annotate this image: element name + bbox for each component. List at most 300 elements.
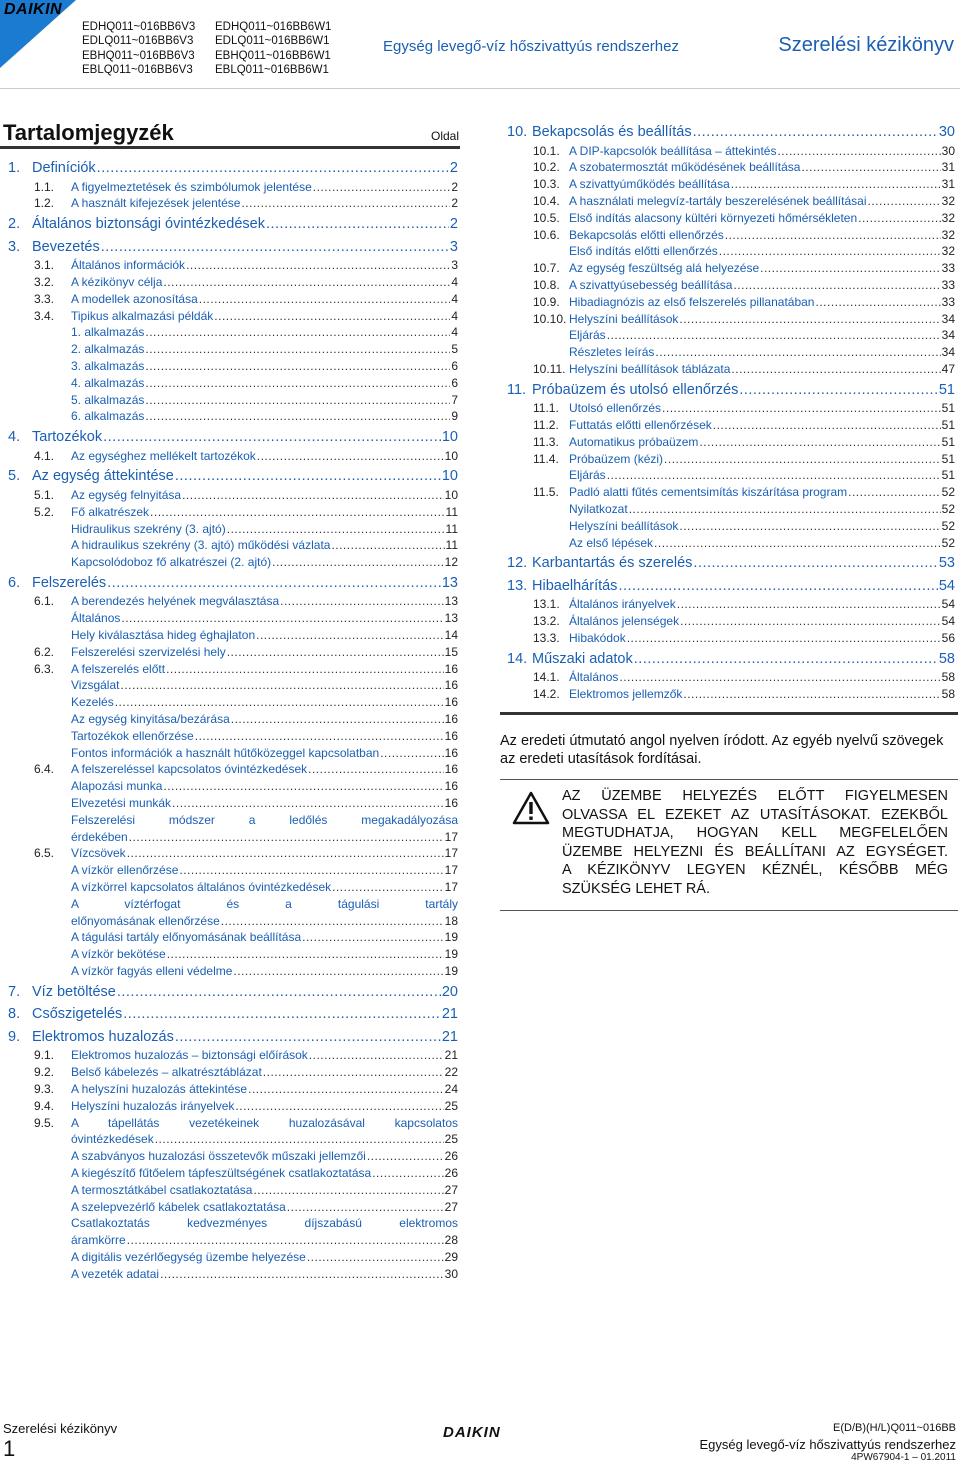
toc-entry-text: Hidraulikus szekrény (3. ajtó)	[71, 521, 226, 536]
toc-entry[interactable]	[34, 376, 458, 390]
toc-entry-text: A használati melegvíz-tartály beszerelésének beállításai	[569, 193, 867, 208]
toc-entry-text: Alapozási munka	[71, 779, 163, 794]
toc-leader-dots	[760, 261, 941, 275]
toc-entry[interactable]	[533, 502, 955, 516]
toc-entry-page: 18	[444, 913, 458, 928]
toc-entry-text: Általános információk	[71, 258, 186, 273]
toc-entry-page: 34	[941, 311, 955, 326]
toc-entry-text: Az egység áttekintése	[32, 468, 174, 485]
toc-leader-dots	[699, 435, 940, 449]
toc-entry-number: 4.1.	[34, 448, 55, 463]
toc-entry[interactable]	[533, 597, 955, 611]
toc-entry[interactable]	[8, 1006, 458, 1022]
toc-leader-dots	[607, 328, 941, 342]
toc-leader-dots	[618, 578, 937, 594]
toc-entry-text: Hibadiagnózis az első felszerelés pillanatában	[569, 294, 815, 309]
toc-entry[interactable]	[34, 488, 458, 502]
toc-entry-text: A kézikönyv célja	[71, 274, 163, 289]
toc-entry-page: 4	[451, 291, 458, 306]
toc-entry-page: 17	[444, 846, 458, 861]
toc-entry[interactable]	[533, 144, 955, 158]
toc-leader-dots	[160, 1267, 444, 1281]
toc-entry-text: Általános	[569, 670, 619, 685]
toc-entry-page: 5	[451, 342, 458, 357]
toc-leader-dots	[664, 452, 941, 466]
toc-entry[interactable]	[507, 124, 955, 140]
toc-leader-dots	[815, 295, 940, 309]
toc-entry-text: Első indítás előtti ellenőrzés	[569, 244, 718, 259]
toc-entry-text: 3. alkalmazás	[71, 358, 145, 373]
toc-entry[interactable]	[8, 1029, 458, 1045]
toc-entry-page: 28	[444, 1233, 458, 1248]
model-code: EBHQ011~016BB6W1	[215, 49, 331, 62]
toc-entry-page: 6	[451, 358, 458, 373]
toc-entry[interactable]	[34, 449, 458, 463]
toc-entry-text: A vízkörrel kapcsolatos általános óvintézkedések	[71, 880, 332, 894]
toc-entry-page: 51	[941, 434, 955, 449]
toc-entry[interactable]	[34, 309, 458, 323]
toc-entry-number: 6.	[8, 574, 21, 591]
toc-leader-dots	[266, 216, 449, 232]
toc-entry-text: Bekapcsolás előtti ellenőrzés	[569, 227, 724, 242]
toc-entry-text: A digitális vezérlőegység üzembe helyezése	[71, 1249, 306, 1264]
toc-entry-page: 13	[441, 574, 458, 591]
toc-leader-dots	[227, 645, 444, 659]
toc-entry-page: 52	[941, 485, 955, 500]
toc-entry[interactable]	[34, 796, 458, 810]
toc-entry-page: 2	[451, 179, 458, 194]
toc-entry-number: 1.2.	[34, 196, 55, 211]
warning-line: ÜZEMBE HELYEZNI ÉS BEÁLLÍTANI AZ EGYSÉGET.	[562, 843, 948, 860]
toc-entry-page: 47	[941, 361, 955, 376]
toc-leader-dots	[739, 382, 938, 398]
toc-entry[interactable]	[34, 1048, 458, 1062]
toc-leader-dots	[117, 984, 441, 1000]
toc-entry-text: Helyszíni beállítások táblázata	[569, 361, 731, 376]
toc-entry-number: 5.2.	[34, 504, 55, 519]
toc-entry-page: 16	[444, 796, 458, 810]
translation-note: Az eredeti útmutató angol nyelven íródott. Az egyéb nyelvű szövegek az eredeti utasítások fordításai.	[500, 733, 944, 767]
toc-entry-text: Víz betöltése	[32, 983, 116, 1000]
toc-entry-number: 10.11.	[533, 361, 566, 376]
toc-entry-text: Az egység felnyitása	[71, 487, 182, 502]
toc-entry[interactable]	[34, 779, 458, 793]
toc-leader-dots	[607, 468, 941, 482]
toc-leader-dots	[101, 239, 449, 255]
toc-entry[interactable]	[34, 1200, 458, 1214]
footer-manual-title: Szerelési kézikönyv	[3, 1421, 118, 1436]
toc-entry-text: Helyszíni beállítások	[569, 518, 679, 533]
toc-entry-page: 19	[444, 930, 458, 945]
toc-entry-page: 58	[941, 687, 955, 702]
toc-entry-text: Futtatás előtti ellenőrzések	[569, 418, 712, 432]
warning-line: SZÜKSÉG LEHET RÁ.	[562, 880, 710, 897]
toc-entry[interactable]	[34, 1183, 458, 1197]
toc-entry[interactable]	[34, 611, 458, 625]
column-divider	[500, 712, 958, 715]
header-subtitle: Egység levegő-víz hőszivattyús rendszerhez	[383, 38, 679, 55]
toc-entry[interactable]	[533, 536, 955, 550]
toc-entry-text: Hibaelhárítás	[532, 577, 618, 594]
toc-entry[interactable]	[533, 228, 955, 242]
toc-entry-page: 9	[451, 409, 458, 424]
toc-entry-number: 14.2.	[533, 687, 560, 702]
toc-entry[interactable]	[34, 292, 458, 306]
toc-entry-number: 1.1.	[34, 179, 55, 194]
toc-entry-number: 1.	[8, 160, 21, 176]
toc-entry[interactable]	[34, 555, 458, 569]
toc-entry-text: Definíciók	[32, 160, 96, 176]
toc-entry[interactable]	[533, 345, 955, 359]
toc-entry-page: 7	[451, 392, 458, 407]
toc-leader-dots	[231, 712, 444, 726]
toc-entry[interactable]	[533, 194, 955, 208]
toc-entry-page: 30	[444, 1266, 458, 1281]
toc-entry[interactable]	[8, 216, 458, 232]
toc-leader-dots	[150, 505, 445, 519]
toc-entry[interactable]	[71, 1233, 458, 1247]
toc-entry-page: 16	[444, 678, 458, 693]
toc-entry-text: A szivattyúsebesség beállítása	[569, 277, 733, 292]
toc-entry[interactable]	[34, 930, 458, 944]
toc-entry-text: Belső kábelezés – alkatrésztáblázat	[71, 1065, 262, 1080]
toc-entry-number: 3.3.	[34, 291, 55, 306]
toc-entry[interactable]	[533, 614, 955, 628]
toc-leader-dots	[175, 468, 441, 484]
toc-entry-text[interactable]: A víztérfogat és a tágulási tartály	[71, 896, 458, 911]
toc-entry[interactable]	[34, 180, 458, 194]
toc-leader-dots	[777, 144, 940, 158]
warning-triangle-icon	[512, 791, 550, 830]
toc-entry[interactable]	[8, 429, 458, 445]
toc-entry-page: 22	[444, 1065, 458, 1080]
toc-leader-dots	[241, 196, 450, 210]
toc-entry-page: 27	[444, 1182, 458, 1197]
toc-entry-page: 52	[941, 518, 955, 533]
toc-entry-number: 10.7.	[533, 261, 560, 276]
toc-entry[interactable]	[533, 261, 955, 275]
toc-entry[interactable]	[34, 505, 458, 519]
toc-entry-page: 20	[441, 983, 458, 1000]
toc-entry[interactable]	[34, 1065, 458, 1079]
toc-entry[interactable]	[507, 578, 955, 594]
toc-entry[interactable]	[34, 393, 458, 407]
toc-entry[interactable]	[71, 830, 458, 844]
toc-entry-page: 15	[444, 644, 458, 659]
toc-leader-dots	[182, 488, 444, 502]
toc-leader-dots	[868, 194, 941, 208]
toc-entry-text: 1. alkalmazás	[71, 325, 145, 340]
toc-entry-text: A szivattyúműködés beállítása	[569, 177, 730, 192]
toc-entry-page: 10	[444, 448, 458, 463]
warning-line: MEGTUDHATJA, HOGYAN KELL MEGFELELŐEN	[562, 825, 948, 842]
toc-entry-text: Kapcsolódoboz fő alkatrészei (2. ajtó)	[71, 555, 272, 570]
toc-leader-dots	[662, 401, 941, 415]
toc-entry-page: 51	[941, 468, 955, 483]
toc-entry[interactable]	[34, 409, 458, 423]
toc-entry[interactable]	[34, 746, 458, 760]
toc-entry[interactable]	[34, 522, 458, 536]
toc-entry-number: 11.	[507, 381, 527, 398]
toc-entry[interactable]	[533, 519, 955, 533]
toc-entry-text: Általános irányelvek	[569, 597, 676, 612]
toc-entry-page: 32	[941, 210, 955, 225]
toc-entry[interactable]	[533, 328, 955, 342]
toc-entry-number: 4.	[8, 429, 21, 446]
toc-entry[interactable]	[71, 1132, 458, 1146]
toc-entry[interactable]	[533, 160, 955, 174]
toc-entry-page: 16	[444, 661, 458, 676]
toc-entry-text: Csőszigetelés	[32, 1006, 123, 1023]
toc-leader-dots	[155, 1132, 444, 1146]
toc-entry-page: 33	[941, 294, 955, 309]
toc-entry-page: 24	[444, 1081, 458, 1096]
toc-leader-dots	[172, 796, 444, 810]
toc-entry[interactable]	[8, 984, 458, 1000]
toc-entry[interactable]	[71, 914, 458, 928]
toc-leader-dots	[693, 555, 937, 571]
toc-leader-dots	[97, 160, 449, 176]
toc-leader-dots	[272, 555, 444, 569]
toc-entry-text: A használt kifejezések jelentése	[71, 196, 241, 211]
toc-entry-text: Vizsgálat	[71, 678, 120, 693]
toc-entry-number: 10.	[507, 124, 528, 140]
toc-entry-page: 58	[941, 670, 955, 685]
toc-entry[interactable]	[533, 312, 955, 326]
toc-entry-page: 17	[444, 880, 458, 894]
toc-entry-text: A figyelmeztetések és szimbólumok jelentése	[71, 179, 312, 194]
toc-entry-page: 33	[941, 277, 955, 292]
toc-entry-text: Az egységhez mellékelt tartozékok	[71, 448, 256, 463]
toc-entry[interactable]	[8, 468, 458, 484]
toc-entry-page: 56	[941, 631, 955, 645]
toc-entry[interactable]	[507, 651, 955, 667]
toc-entry[interactable]	[34, 538, 458, 552]
toc-entry-page: 21	[441, 1006, 458, 1023]
toc-entry[interactable]	[8, 239, 458, 255]
toc-entry[interactable]	[34, 1082, 458, 1096]
toc-entry[interactable]	[34, 359, 458, 373]
toc-entry-number: 13.1.	[533, 597, 560, 612]
toc-entry-number: 6.1.	[34, 594, 55, 609]
toc-entry-number: 3.4.	[34, 308, 55, 323]
toc-entry-text: Felszerelés	[32, 574, 107, 591]
toc-entry[interactable]	[34, 863, 458, 877]
toc-entry-text[interactable]: Felszerelési módszer a ledőlés megakadályozása	[71, 812, 458, 827]
toc-leader-dots	[186, 258, 450, 272]
toc-entry[interactable]	[34, 258, 458, 272]
toc-title-divider	[0, 146, 460, 149]
toc-entry-number: 10.3.	[533, 177, 560, 192]
toc-entry[interactable]	[34, 1250, 458, 1264]
toc-entry-text: Tartozékok ellenőrzése	[71, 728, 194, 743]
toc-entry[interactable]	[507, 382, 955, 398]
toc-entry[interactable]	[34, 846, 458, 860]
toc-leader-dots	[693, 124, 938, 140]
toc-entry[interactable]	[34, 695, 458, 709]
toc-entry[interactable]	[34, 678, 458, 692]
toc-entry-text: 5. alkalmazás	[71, 392, 145, 407]
toc-leader-dots	[627, 631, 941, 645]
toc-entry-number: 13.3.	[533, 631, 560, 645]
toc-leader-dots	[731, 177, 941, 191]
toc-entry-text: 2. alkalmazás	[71, 342, 145, 357]
toc-leader-dots	[619, 670, 940, 684]
toc-entry[interactable]	[8, 160, 458, 176]
toc-entry-number: 6.2.	[34, 644, 55, 659]
toc-entry-page: 17	[444, 863, 458, 878]
toc-entry-text: A kiegészítő fűtőelem tápfeszültségének csatlakoztatása	[71, 1165, 372, 1180]
toc-entry[interactable]	[533, 401, 955, 415]
toc-entry[interactable]	[533, 244, 955, 258]
toc-entry-number: 3.2.	[34, 274, 55, 289]
toc-entry-page: 58	[938, 650, 955, 667]
toc-entry[interactable]	[533, 468, 955, 482]
toc-entry[interactable]	[34, 1267, 458, 1281]
toc-entry[interactable]	[34, 947, 458, 961]
toc-entry-text: Bekapcsolás és beállítás	[532, 124, 692, 140]
toc-entry-text: Helyszíni beállítások	[569, 311, 679, 326]
toc-entry-text: érdekében	[71, 829, 128, 844]
toc-entry-text: Próbaüzem (kézi)	[569, 451, 664, 466]
toc-entry-number: 9.4.	[34, 1098, 55, 1113]
toc-entry[interactable]	[533, 670, 955, 684]
toc-entry[interactable]	[34, 196, 458, 210]
toc-leader-dots	[163, 779, 443, 793]
toc-entry[interactable]	[34, 645, 458, 659]
toc-entry-page: 16	[444, 762, 458, 777]
toc-entry[interactable]	[34, 628, 458, 642]
toc-entry[interactable]	[8, 575, 458, 591]
toc-entry[interactable]	[34, 729, 458, 743]
toc-entry-text[interactable]: A tápellátás vezetékeinek huzalozásával kapcsolatos	[71, 1115, 458, 1130]
toc-entry-number: 10.2.	[533, 160, 560, 175]
toc-leader-dots	[120, 678, 443, 692]
toc-entry-text: Elvezetési munkák	[71, 796, 172, 810]
toc-entry-page: 25	[444, 1098, 458, 1113]
toc-entry-text: Hibakódok	[569, 631, 626, 645]
toc-entry[interactable]	[34, 594, 458, 608]
toc-entry-page: 30	[941, 143, 955, 158]
toc-leader-dots	[332, 880, 444, 894]
toc-entry-page: 52	[941, 535, 955, 550]
toc-entry-page: 2	[451, 196, 458, 211]
toc-entry[interactable]	[34, 880, 458, 894]
toc-entry[interactable]	[533, 687, 955, 701]
toc-entry[interactable]	[34, 1099, 458, 1113]
toc-entry-page: 31	[941, 160, 955, 175]
toc-entry[interactable]	[533, 211, 955, 225]
toc-entry-page: 10	[444, 487, 458, 502]
toc-entry-text: Az első lépések	[569, 535, 654, 550]
toc-leader-dots	[179, 863, 443, 877]
toc-entry-text: Az egység kinyitása/bezárása	[71, 712, 230, 726]
toc-entry-text: Fontos információk a használt hűtőközeggel kapcsolatban	[71, 745, 380, 760]
toc-entry-text: Általános	[71, 611, 121, 626]
toc-entry[interactable]	[34, 1149, 458, 1163]
footer-page-number: 1	[3, 1436, 16, 1461]
toc-entry-text: A vízkör ellenőrzése	[71, 863, 179, 878]
toc-entry[interactable]	[34, 964, 458, 978]
toc-entry-text: óvintézkedések	[71, 1132, 154, 1147]
toc-entry-page: 51	[941, 418, 955, 432]
toc-entry-page: 54	[941, 614, 955, 629]
toc-entry-text: Tartozékok	[32, 429, 103, 446]
toc-entry[interactable]	[533, 452, 955, 466]
toc-entry[interactable]	[533, 418, 955, 432]
toc-entry[interactable]	[34, 275, 458, 289]
toc-entry[interactable]	[34, 712, 458, 726]
toc-leader-dots	[858, 211, 941, 225]
model-code: EDHQ011~016BB6W1	[215, 21, 332, 33]
toc-entry-page: 19	[444, 964, 458, 978]
toc-entry-text[interactable]: Csatlakoztatás kedvezményes díjszabású elektromos	[71, 1216, 458, 1231]
toc-entry[interactable]	[507, 555, 955, 571]
toc-entry-page: 4	[451, 325, 458, 340]
toc-entry-text: Eljárás	[569, 328, 606, 343]
toc-entry[interactable]	[34, 342, 458, 356]
toc-entry-number: 5.1.	[34, 487, 55, 502]
toc-leader-dots	[313, 180, 451, 194]
toc-leader-dots	[166, 662, 444, 676]
toc-entry[interactable]	[533, 362, 955, 376]
toc-leader-dots	[214, 309, 450, 323]
toc-entry-number: 6.3.	[34, 661, 55, 676]
toc-entry[interactable]	[34, 762, 458, 776]
toc-entry[interactable]	[533, 295, 955, 309]
toc-leader-dots	[253, 1183, 443, 1197]
toc-entry[interactable]	[533, 485, 955, 499]
toc-leader-dots	[263, 1065, 444, 1079]
toc-entry[interactable]	[533, 177, 955, 191]
toc-entry-page: 19	[444, 947, 458, 962]
toc-entry[interactable]	[34, 662, 458, 676]
toc-entry-page: 16	[444, 695, 458, 710]
toc-entry[interactable]	[533, 631, 955, 645]
toc-entry[interactable]	[34, 325, 458, 339]
toc-entry-page: 32	[941, 244, 955, 259]
warning-line: AZ ÜZEMBE HELYEZÉS ELŐTT FIGYELMESEN	[562, 788, 948, 804]
toc-entry[interactable]	[34, 1166, 458, 1180]
footer-subtitle: Egység levegő-víz hőszivattyús rendszerhez	[699, 1437, 956, 1452]
toc-entry-text: Padló alatti fűtés cementsimítás kiszárítása program	[569, 485, 848, 500]
toc-entry-page: 32	[941, 227, 955, 242]
toc-entry-number: 9.5.	[34, 1115, 55, 1130]
toc-entry-text: A berendezés helyének megválasztása	[71, 594, 280, 609]
toc-entry-page: 13	[444, 611, 458, 626]
toc-entry-number: 10.8.	[533, 277, 560, 292]
toc-entry[interactable]	[533, 278, 955, 292]
toc-leader-dots	[145, 325, 450, 339]
toc-entry-number: 13.	[507, 577, 528, 594]
toc-entry-text: Automatikus próbaüzem	[569, 434, 699, 449]
toc-leader-dots	[634, 651, 938, 667]
toc-leader-dots	[725, 228, 941, 242]
toc-entry-number: 6.4.	[34, 762, 55, 777]
toc-entry-page: 2	[449, 216, 458, 233]
toc-leader-dots	[256, 628, 444, 642]
toc-entry[interactable]	[533, 435, 955, 449]
toc-leader-dots	[195, 729, 444, 743]
toc-leader-dots	[307, 1250, 444, 1264]
toc-entry-page: 31	[941, 177, 955, 192]
toc-entry-text: Vízcsövek	[71, 846, 126, 861]
toc-entry-number: 10.10.	[533, 311, 567, 326]
toc-entry-page: 14	[444, 628, 458, 642]
toc-entry-text: Elektromos huzalozás – biztonsági előírások	[71, 1048, 308, 1063]
toc-entry-text: A helyszíni huzalozás áttekintése	[71, 1081, 248, 1096]
toc-leader-dots	[733, 278, 940, 292]
